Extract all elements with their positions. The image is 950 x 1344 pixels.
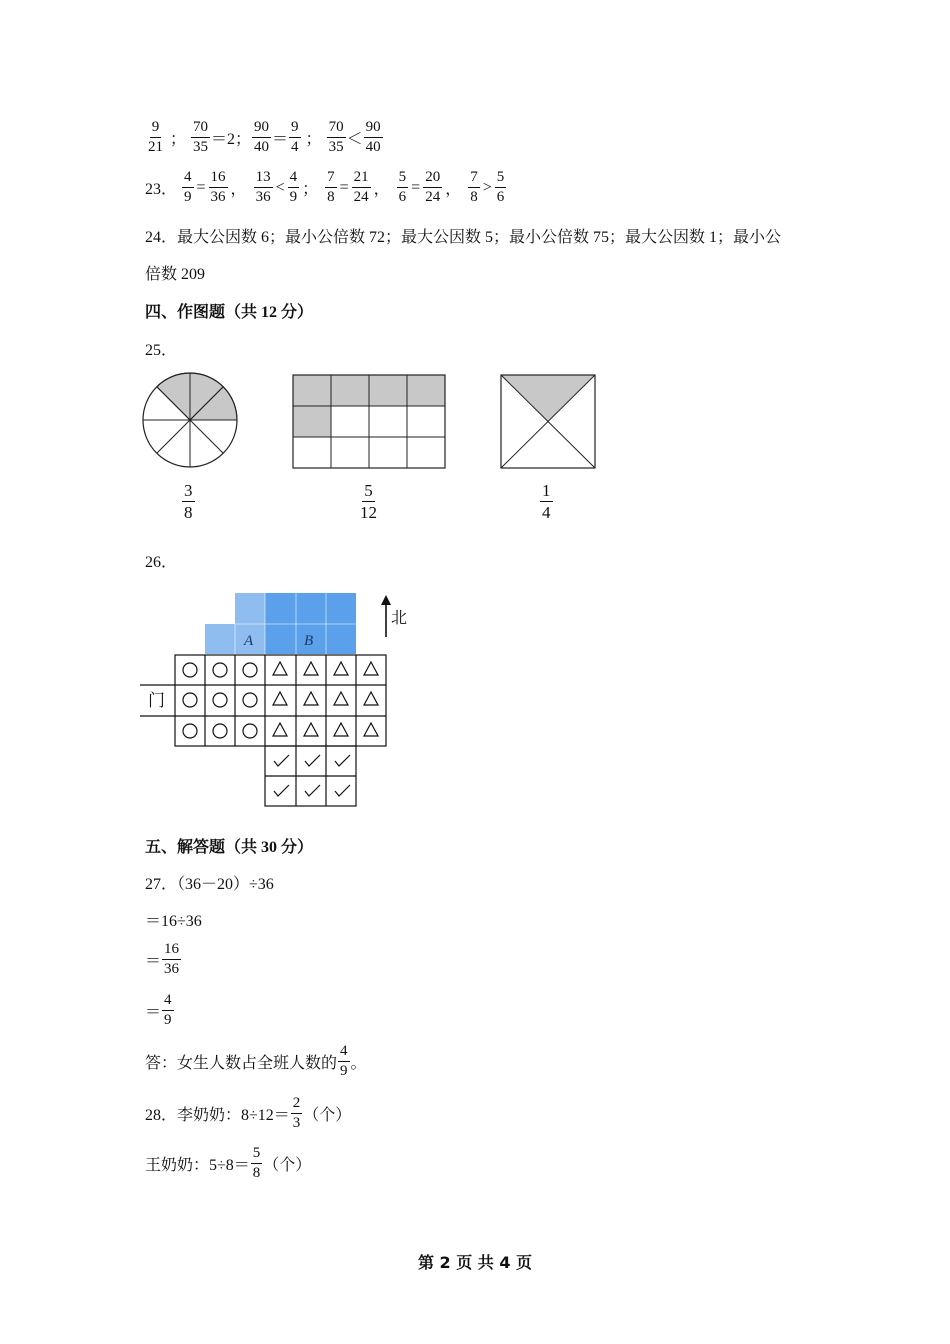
fraction: 90 40 bbox=[365, 119, 381, 155]
text: 。 bbox=[350, 1055, 367, 1072]
operator: > bbox=[482, 178, 492, 196]
q25-figures bbox=[135, 365, 615, 485]
operator: < bbox=[275, 178, 285, 196]
circle-eighths bbox=[143, 373, 237, 467]
fraction: 2 3 bbox=[292, 1095, 301, 1131]
question-number-25: 25． bbox=[145, 342, 178, 359]
operator: ＝ bbox=[145, 1004, 162, 1021]
fraction: 7 8 bbox=[470, 169, 478, 205]
text: ＝2； bbox=[211, 131, 252, 148]
square-fraction-label: $\frac{1}{4}$ bbox=[542, 481, 551, 522]
answer-28-line1 bbox=[145, 1096, 351, 1131]
question-number: 23． bbox=[145, 181, 178, 198]
fraction: $\frac{16}{36}$ bbox=[210, 169, 226, 205]
rect-fraction-label: $\frac{5}{12}$ bbox=[360, 481, 377, 522]
text: （个） bbox=[263, 1157, 312, 1174]
north-label: 北 bbox=[391, 608, 408, 627]
fraction: $\frac{21}{24}$ bbox=[353, 169, 369, 205]
text: 答：女生人数占全班人数的 bbox=[145, 1055, 338, 1072]
section-heading-answers: 五、解答题（共 30 分） bbox=[145, 839, 314, 856]
main-grid bbox=[175, 655, 386, 806]
fraction: 70 35 bbox=[193, 119, 209, 155]
fraction: 5 6 bbox=[496, 169, 505, 205]
fraction: $\frac{5}{6}$ bbox=[398, 169, 407, 205]
operator: ＜ bbox=[346, 131, 363, 148]
fraction: 70 35 bbox=[328, 119, 344, 155]
text: 王奶奶：5÷8＝ bbox=[145, 1157, 250, 1174]
fraction: 5 8 bbox=[252, 1145, 261, 1181]
door-label: 门 bbox=[148, 691, 165, 711]
text: 28．李奶奶：8÷12＝ bbox=[145, 1107, 290, 1124]
separator: ； bbox=[302, 181, 319, 198]
separator: ， bbox=[445, 181, 462, 198]
answer-24-line2: 倍数 209 bbox=[145, 266, 206, 283]
fraction: 4 9 bbox=[164, 992, 172, 1028]
fraction: 9 4 bbox=[291, 119, 299, 155]
operator: = bbox=[411, 178, 421, 196]
answer-27-line2: ＝16÷36 bbox=[145, 913, 202, 930]
question-number-26: 26． bbox=[145, 554, 178, 571]
fraction: 13 36 bbox=[255, 169, 271, 205]
fraction: 9 21 bbox=[148, 119, 163, 155]
answer-28-line2 bbox=[145, 1146, 311, 1181]
circle-fraction-label: $\frac{3}{8}$ bbox=[184, 481, 193, 522]
fraction: $\frac{7}{8}$ bbox=[327, 169, 335, 205]
operator: = bbox=[196, 178, 206, 196]
operator: ＝ bbox=[145, 953, 162, 970]
circle-marks bbox=[183, 663, 257, 738]
separator: ； bbox=[305, 131, 322, 148]
text: （个） bbox=[303, 1107, 352, 1124]
fraction: 4 9 bbox=[289, 169, 298, 205]
fraction: $\frac{20}{24}$ bbox=[425, 169, 441, 205]
operator: = bbox=[339, 178, 349, 196]
fraction: $\frac{4}{9}$ bbox=[184, 169, 192, 205]
answer-24-line1: 24．最大公因数 6；最小公倍数 72；最大公因数 5；最小公倍数 75；最大公因数 1；最小公 bbox=[145, 229, 782, 246]
answer-22-row bbox=[145, 120, 384, 155]
answer-27-conclusion bbox=[145, 1044, 367, 1079]
answer-27-line1: 27．（36－20）÷36 bbox=[145, 876, 274, 893]
operator: ＝ bbox=[272, 131, 289, 148]
label-b: B bbox=[304, 633, 314, 649]
answer-27-line4 bbox=[145, 993, 175, 1028]
blue-region bbox=[205, 593, 356, 654]
fraction: 16 36 bbox=[164, 941, 180, 977]
square-quarters bbox=[501, 375, 595, 468]
section-heading-drawing: 四、作图题（共 12 分） bbox=[145, 304, 314, 321]
answer-27-line3 bbox=[145, 942, 182, 977]
answer-23 bbox=[145, 170, 507, 205]
separator: ， bbox=[373, 181, 390, 198]
fraction: 4 9 bbox=[340, 1043, 348, 1079]
label-a: A bbox=[244, 633, 254, 649]
separator: ， bbox=[230, 181, 247, 198]
north-arrow bbox=[381, 595, 391, 637]
q26-map-grid bbox=[140, 585, 430, 810]
fraction: 90 40 bbox=[254, 119, 270, 155]
separator: ； bbox=[170, 131, 187, 148]
page-footer: 第 2 页 共 4 页 bbox=[417, 1253, 533, 1272]
rect-twelfths bbox=[293, 375, 445, 468]
